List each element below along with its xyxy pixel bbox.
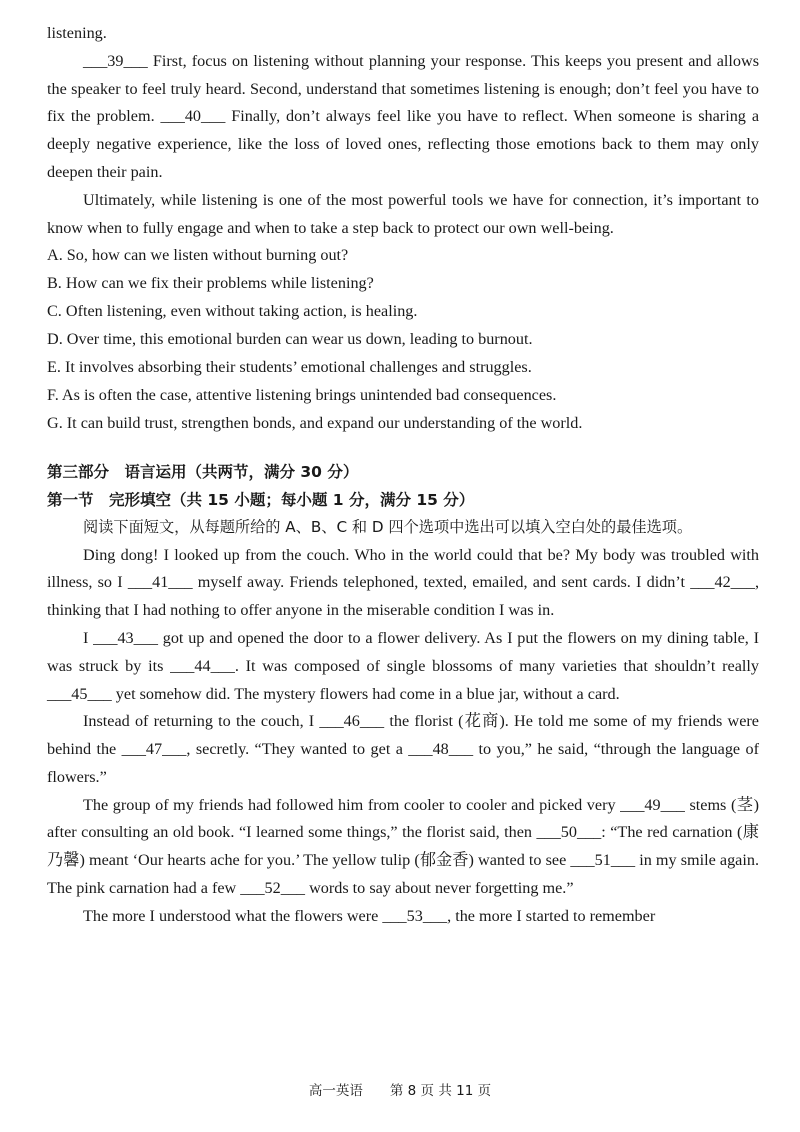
option-c: C. Often listening, even without taking action, is healing. xyxy=(47,302,418,321)
option-d: D. Over time, this emotional burden can wear us down, leading to burnout. xyxy=(47,330,533,349)
option-b: B. How can we fix their problems while listening? xyxy=(47,274,374,293)
option-f: F. As is often the case, attentive listening brings unintended bad consequences. xyxy=(47,385,557,404)
option-g: G. It can build trust, strengthen bonds, and expand our understanding of the world. xyxy=(47,413,583,432)
cloze-instructions: 阅读下面短文，从每题所给的 A、B、C 和 D 四个选项中选出可以填入空白处的最佳选项。 xyxy=(83,517,693,536)
passage-paragraph-1: ___39___ First, focus on listening without planning your response. This keeps you present and allows the speaker to feel truly heard. Second, understand that sometimes listening is enough; don’t feel you have to fix the problem. ___40___ Finally, don’t always feel like you have to reflect. When someone is sharing a deeply negative experience, like the loss of loved ones, reflecting those emotions back to them may only deepen their pain. xyxy=(47,51,759,181)
section-gap xyxy=(47,438,759,458)
page-content xyxy=(47,20,759,931)
cloze-paragraph-4: The group of my friends had followed him from cooler to cooler and picked very ___49___ stems (茎) after consulting an old book. “I learned some things,” the florist said, then ___50___: “The red carnation (康乃馨) meant ‘Our hearts ache for you.’ The yellow tulip (郁金香) wanted to see ___51___ in my smile again. The pink carnation had a few ___52___ words to say about never forgetting me.” xyxy=(47,795,759,898)
part3-title: 第三部分 语言运用（共两节，满分 30 分） xyxy=(47,462,359,481)
cloze-paragraph-2: I ___43___ got up and opened the door to a flower delivery. As I put the flowers on my dining table, I was struck by its ___44___. It was composed of single blossoms of many varieties that shouldn’t really ___45___ yet somehow did. The mystery flowers had come in a blue jar, without a card. xyxy=(47,628,759,703)
options-list xyxy=(47,242,759,437)
cloze-paragraph-5: The more I understood what the flowers were ___53___, the more I started to remember xyxy=(83,906,656,925)
option-a: A. So, how can we listen without burning out? xyxy=(47,246,349,265)
passage-end-line: listening. xyxy=(47,24,107,42)
cloze-paragraph-1: Ding dong! I looked up from the couch. Who in the world could that be? My body was troubled with illness, so I ___41___ myself away. Friends telephoned, texted, emailed, and sent cards. I didn’t ___42___, thinking that I had nothing to offer anyone in the miserable condition I was in. xyxy=(47,545,759,620)
cloze-paragraph-3: Instead of returning to the couch, I ___46___ the florist (花商). He told me some of my friends were behind the ___47___, secretly. “They wanted to get a ___48___ to you,” he said, “through the language of flowers.” xyxy=(47,712,759,786)
passage-paragraph-2: Ultimately, while listening is one of the most powerful tools we have for connection, it’s important to know when to fully engage and when to take a step back to protect our own well-being. xyxy=(47,190,759,237)
option-e: E. It involves absorbing their students’ emotional challenges and struggles. xyxy=(47,358,532,376)
page-footer: 高一英语 第 8 页 共 11 页 xyxy=(308,1083,492,1099)
section1-title: 第一节 完形填空（共 15 小题；每小题 1 分，满分 15 分） xyxy=(47,490,475,509)
